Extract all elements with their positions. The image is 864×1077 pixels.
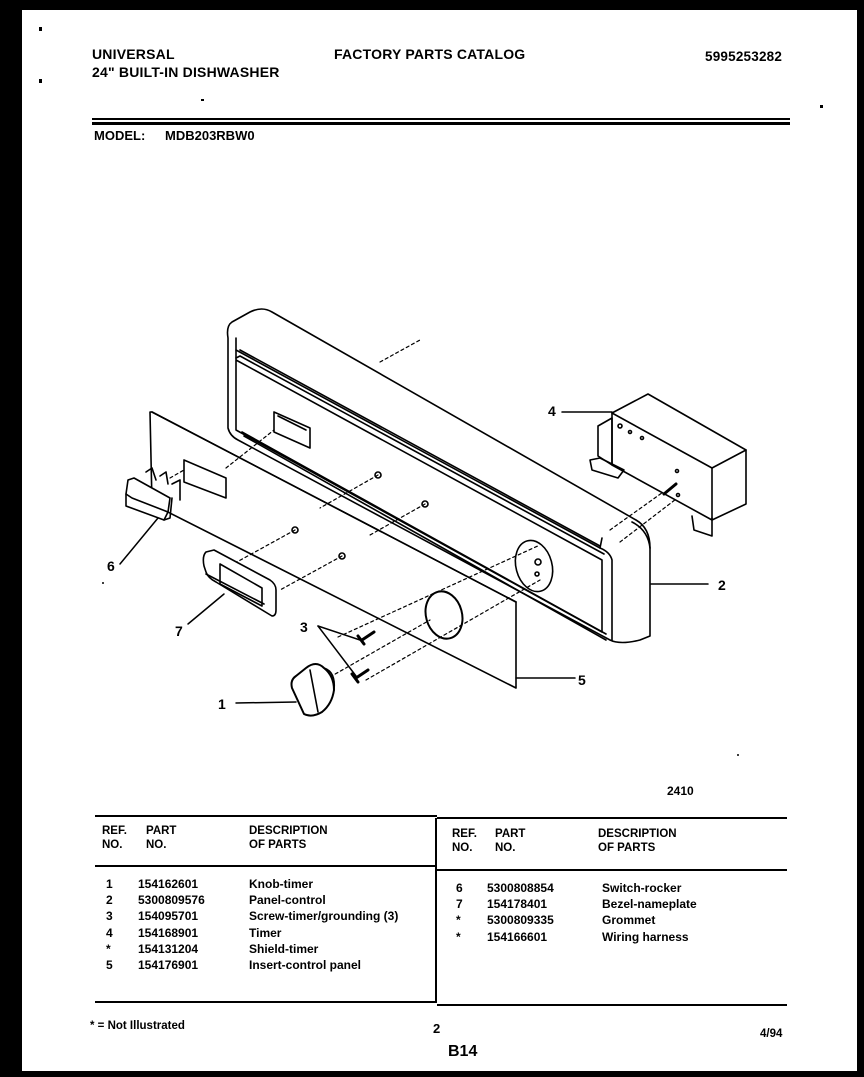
col-header-desc: DESCRIPTION OF PARTS [249, 825, 328, 851]
table-row-ref: * [456, 913, 461, 928]
col-header-part: PART NO. [146, 825, 177, 851]
table-top-rule-right [437, 817, 787, 819]
table-row-desc: Insert-control panel [249, 958, 362, 973]
table-row-part: 154168901 [138, 925, 199, 940]
table-row-desc: Screw-timer/grounding (3) [249, 909, 399, 924]
table-bottom-rule-left [95, 1001, 437, 1003]
table-row-part: 154166601 [487, 929, 548, 944]
parts-list-right-desc [602, 880, 697, 945]
table-row-ref: 4 [106, 925, 113, 940]
table-row-ref: 1 [106, 877, 113, 891]
table-row-part: 154176901 [138, 958, 199, 973]
table-row-desc: Knob-timer [249, 877, 313, 891]
col-header-ref-right: REF. NO. [452, 828, 477, 854]
page-number: 2 [433, 1021, 441, 1036]
table-row-ref: 5 [106, 958, 113, 973]
table-row-part: 5300809576 [138, 893, 205, 908]
col-header-ref: REF. NO. [102, 825, 127, 851]
table-row-ref: 2 [106, 893, 113, 908]
table-row-ref: * [456, 929, 461, 944]
table-row-desc: Switch-rocker [602, 881, 682, 895]
table-row-part: 5300808854 [487, 881, 554, 895]
callout-2: 2 [718, 577, 726, 593]
table-row-desc: Wiring harness [602, 929, 689, 944]
table-header-rule-right [437, 869, 787, 871]
callout-4: 4 [548, 403, 556, 419]
catalog-number: 5995253282 [705, 49, 783, 64]
col-header-part-right: PART NO. [495, 828, 526, 854]
table-row-ref: 6 [456, 881, 463, 895]
table-row-part: 154095701 [138, 909, 199, 924]
table-row-part: 5300809335 [487, 913, 554, 928]
catalog-page [22, 10, 857, 1071]
table-header-rule-left [95, 865, 437, 867]
callout-3: 3 [300, 619, 308, 635]
section-code: B14 [448, 1043, 478, 1060]
revision-date: 4/94 [760, 1028, 783, 1040]
callout-7: 7 [175, 623, 183, 639]
parts-list-left-part [138, 876, 205, 973]
table-center-divider [435, 818, 437, 1003]
catalog-title: FACTORY PARTS CATALOG [334, 46, 526, 62]
table-row-desc: Grommet [602, 913, 656, 928]
parts-list-right-part [487, 880, 554, 945]
table-row-part: 154162601 [138, 877, 199, 891]
table-row-ref: 7 [456, 897, 463, 912]
knob-timer-part [292, 664, 335, 716]
parts-list-left-ref [106, 876, 113, 973]
figure-number: 2410 [667, 784, 694, 798]
not-illustrated-legend: * = Not Illustrated [90, 1020, 185, 1032]
table-row-desc: Timer [249, 925, 282, 940]
product-title: 24" BUILT-IN DISHWASHER [92, 64, 280, 80]
table-row-ref: * [106, 941, 111, 956]
parts-list-left-desc [249, 876, 398, 973]
table-row-desc: Shield-timer [249, 941, 319, 956]
table-row-part: 154131204 [138, 941, 199, 956]
table-row-ref: 3 [106, 909, 113, 924]
table-bottom-rule-right [437, 1004, 787, 1006]
col-header-desc-right: DESCRIPTION OF PARTS [598, 828, 677, 854]
leader-dotted [380, 340, 420, 362]
model-label: MODEL: [94, 128, 146, 143]
callout-6: 6 [107, 558, 115, 574]
table-row-part: 154178401 [487, 897, 548, 912]
model-value: MDB203RBW0 [165, 128, 255, 143]
table-row-desc: Panel-control [249, 893, 326, 908]
callout-5: 5 [578, 672, 586, 688]
table-row-desc: Bezel-nameplate [602, 897, 697, 912]
parts-list-right-ref [456, 880, 463, 945]
callout-1: 1 [218, 696, 226, 712]
brand-title: UNIVERSAL [92, 46, 175, 62]
table-top-rule-left [95, 815, 437, 817]
